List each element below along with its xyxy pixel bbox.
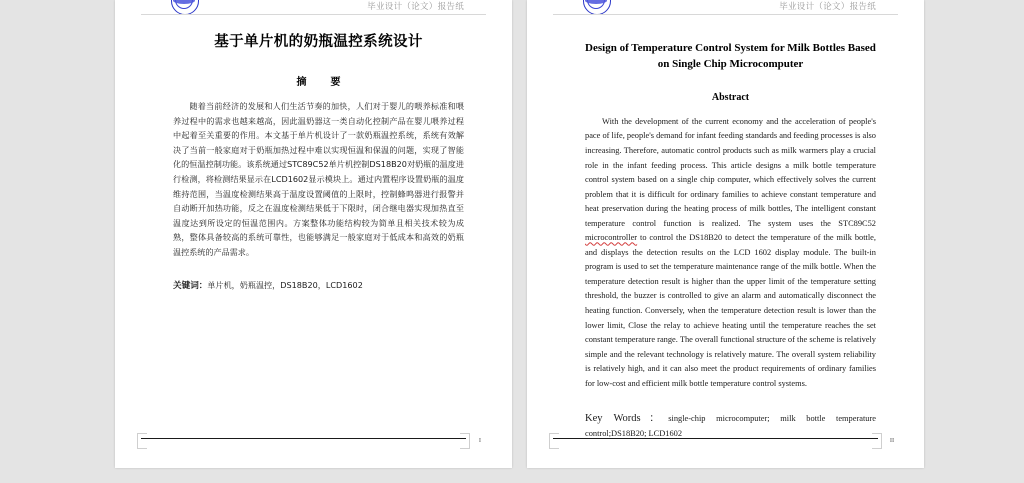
page-number: II [889,437,895,444]
document-page-2[interactable] [527,0,924,468]
abstract-paragraph [585,115,876,391]
page-title: Design of Temperature Control System for Milk Bottles Based on Single Chip Microcomputer [585,42,876,70]
university-seal-icon [171,0,199,15]
keywords-line [173,279,464,291]
keywords-value: single-chip microcomputer; milk bottle temperature control;DS18B20; LCD1602 [585,414,876,439]
keywords-label: Key Words： [585,413,669,425]
header-title-text: 毕业设计（论文）报告纸 [367,2,464,12]
abstract-text-after: to control the DS18B20 to detect the temperature of the milk bottle, and displays the detection results on the LCD 1602 display module. The built-in program is used to set the temperature maintenance range of the milk bottle. When the temperature detection result is higher than the upper limit of the temperature setting threshold, the buzzer is controlled to give an alarm and automatically disconnect the heating function. Conversely, when the temperature detection result is lower than the lower limit, Close the relay to achieve heating until the temperature reaches the set constant temperature range. The overall functional structure of the scheme is relatively simple and the relevant technology is relatively mature. The overall system reliability is relatively high, and it can also meet the product requirements of ordinary families for low-cost and efficient milk bottle temperature control systems. [585,233,876,388]
footer-divider [141,438,466,439]
abstract-heading: Abstract [711,91,750,103]
page-header [527,0,924,16]
document-page-1[interactable] [115,0,512,468]
page-content [585,22,876,441]
university-seal-icon [583,0,611,15]
header-title-text: 毕业设计（论文）报告纸 [779,2,876,12]
keywords-value: 单片机，奶瓶温控，DS18B20，LCD1602 [207,279,363,290]
abstract-heading: 摘 要 [296,77,348,88]
crop-mark [137,439,147,449]
crop-mark [460,439,470,449]
header-divider [553,14,898,15]
footer-divider [553,438,878,439]
crop-mark [549,439,559,449]
page-footer [115,431,512,455]
abstract-paragraph: 随着当前经济的发展和人们生活节奏的加快，人们对于婴儿的喂养标准和喂养过程中的需求也越来越高，因此温奶器这一类自动化控制产品在婴儿喂养过程中起着至关重要的作用。本文基于单片机设计了一款奶瓶温控系统，系统有效解决了当前一般家庭对于奶瓶加热过程中难以实现恒温和保温的问题，实现了智能化的恒温控制功能。该系统通过STC89C52单片机控制DS18B20对奶瓶的温度进行检测，将检测结果显示在LCD1602显示模块上。通过内置程序设置奶瓶的温度维持范围，当温度检测结果高于温度设置阈值的上限时，控制蜂鸣器进行报警并自动断开加热功能，反之在温度检测结果低于下限时，闭合继电器实现加热直至温度达到所设定的恒温范围内。方案整体功能结构较为简单且相关技术较为成熟，整体具备较高的系统可靠性，也能够满足一般家庭对于低成本和高效的奶瓶温控系统的产品需求。 [173,101,464,257]
keywords-label: 关键词： [173,280,208,291]
abstract-text-before: With the development of the current economy and the acceleration of people's pace of life, people's demand for infant feeding standards and feeding processes is also increasing. Therefore, automatic control products such as milk warmers play a crucial role in the infant feeding process. This article designs a milk bottle temperature control system based on a single chip computer, which effectively solves the current problem that it is difficult for ordinary families to achieve constant temperature and heat preservation during the heating process of milk bottles, The intelligent constant temperature control function is realized. The system uses the STC89C52 [585,116,876,228]
page-title: 基于单片机的奶瓶温控系统设计 [214,34,423,50]
page-footer [527,431,924,455]
page-number: I [478,437,482,444]
spellcheck-flagged-word[interactable]: microcontroller [585,233,638,243]
page-content [173,22,464,291]
header-divider [141,14,486,15]
page-header [115,0,512,16]
crop-mark [872,439,882,449]
